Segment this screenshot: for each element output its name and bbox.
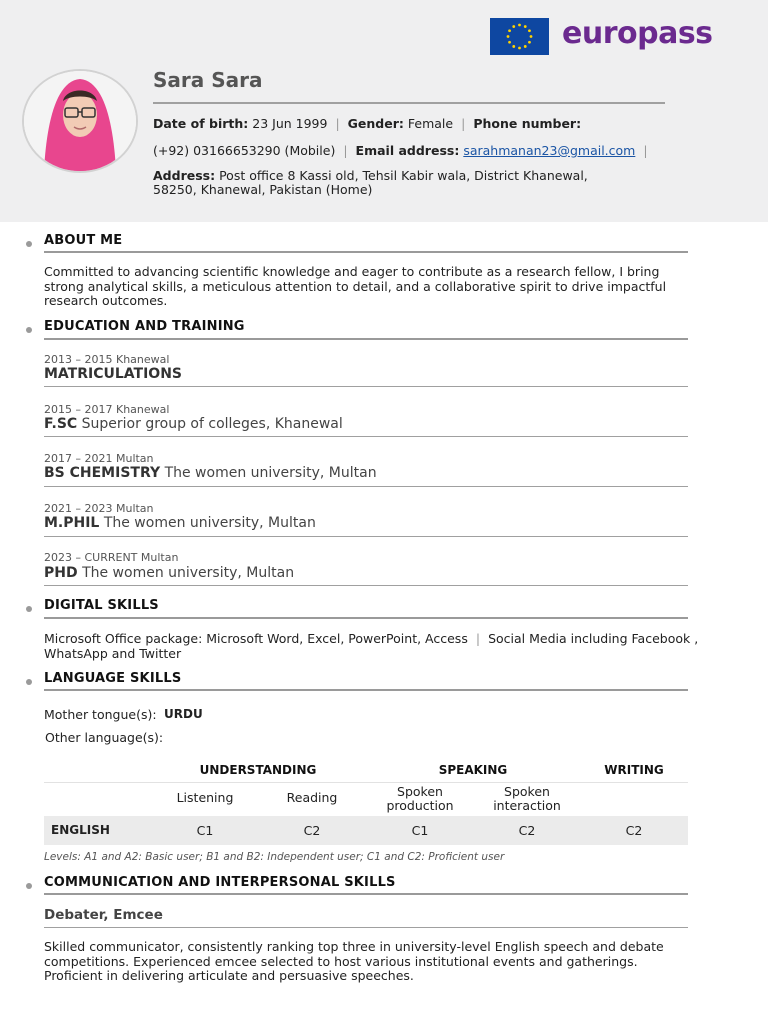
- education-title: EDUCATION AND TRAINING: [44, 319, 245, 334]
- separator: |: [335, 116, 340, 131]
- person-name: Sara Sara: [153, 68, 263, 92]
- language-title: LANGUAGE SKILLS: [44, 671, 182, 686]
- edu-entry: [44, 366, 182, 382]
- address-value: Post office 8 Kassi old, Tehsil Kabir wala, District Khanewal, 58250, Khanewal, Pakistan (Home): [153, 168, 588, 197]
- section-divider: [44, 251, 688, 253]
- gender-value: Female: [407, 116, 454, 131]
- edu-institution: Superior group of colleges, Khanewal: [81, 416, 343, 432]
- communication-subtitle: Debater, Emcee: [44, 907, 163, 923]
- header-speaking: SPEAKING: [438, 763, 508, 777]
- subheader-listening: Listening: [176, 790, 234, 805]
- address-label: Address:: [153, 168, 216, 183]
- section-divider: [44, 338, 688, 340]
- edu-date: 2023 – CURRENT Multan: [44, 551, 179, 564]
- profile-photo: [22, 69, 138, 173]
- entry-divider: [44, 585, 688, 586]
- other-languages-label: Other language(s):: [45, 730, 164, 745]
- digital-title: DIGITAL SKILLS: [44, 598, 159, 613]
- subheader-spoken-production-1: Spoken: [397, 784, 443, 799]
- communication-text: Skilled communicator, consistently ranking top three in university-level English speech and debate competitions. Experienced emcee selected to host various institutional events and gatherings. Proficient in delivering articulate and persuasive speeches.: [44, 939, 664, 983]
- subheader-spoken-interaction: [477, 785, 577, 813]
- separator: |: [343, 143, 348, 158]
- edu-degree: F.SC: [44, 416, 78, 432]
- edu-degree: MATRICULATIONS: [44, 366, 182, 382]
- section-bullet: [26, 327, 32, 333]
- subheader-spoken-interaction-2: interaction: [493, 798, 561, 813]
- phone-value: (+92) 03166653290 (Mobile): [153, 143, 336, 158]
- level-reading: C2: [303, 823, 321, 838]
- entry-divider: [44, 436, 688, 437]
- subheader-spoken-production-2: production: [386, 798, 454, 813]
- edu-entry: [44, 416, 343, 432]
- table-divider: [44, 782, 688, 783]
- level-listening: C1: [196, 823, 214, 838]
- section-bullet: [26, 679, 32, 685]
- mother-tongue-label: Mother tongue(s):: [44, 707, 157, 722]
- digital-skill-item: [44, 631, 698, 646]
- dob-value: 23 Jun 1999: [252, 116, 328, 131]
- personal-info-line-2: [153, 143, 656, 158]
- section-divider: [44, 893, 688, 895]
- language-name: ENGLISH: [51, 823, 110, 837]
- edu-degree: BS CHEMISTRY: [44, 465, 161, 481]
- address: [153, 169, 633, 197]
- edu-date: 2015 – 2017 Khanewal: [44, 403, 170, 416]
- digital-skill-2-cont: WhatsApp and Twitter: [44, 646, 182, 661]
- levels-note: Levels: A1 and A2: Basic user; B1 and B2: Independent user; C1 and C2: Proficient user: [44, 851, 505, 863]
- level-spoken-production: C1: [411, 823, 429, 838]
- section-divider: [44, 617, 688, 619]
- edu-entry: [44, 465, 377, 481]
- name-divider: [153, 102, 665, 104]
- entry-divider: [44, 927, 688, 928]
- europass-logo: europass: [562, 16, 713, 51]
- separator: |: [475, 631, 481, 646]
- subheader-spoken-production: [370, 785, 470, 813]
- about-text: Committed to advancing scientific knowledge and eager to contribute as a research fellow, I bring strong analytical skills, a meticulous attention to detail, and a collaborative spirit to drive impactful research outcomes.: [44, 264, 667, 308]
- personal-info-line-1: [153, 116, 581, 131]
- header-understanding: UNDERSTANDING: [199, 763, 317, 777]
- edu-date: 2017 – 2021 Multan: [44, 452, 154, 465]
- dob-label: Date of birth:: [153, 116, 249, 131]
- phone-label: Phone number:: [473, 116, 582, 131]
- separator: |: [643, 143, 648, 158]
- edu-date: 2021 – 2023 Multan: [44, 502, 154, 515]
- about-title: ABOUT ME: [44, 233, 123, 248]
- edu-institution: The women university, Multan: [164, 465, 377, 481]
- edu-degree: PHD: [44, 565, 78, 581]
- edu-degree: M.PHIL: [44, 515, 100, 531]
- mother-tongue-value: URDU: [164, 707, 203, 721]
- header-writing: WRITING: [604, 763, 664, 777]
- edu-entry: [44, 565, 294, 581]
- level-writing: C2: [625, 823, 643, 838]
- edu-institution: The women university, Multan: [82, 565, 295, 581]
- section-bullet: [26, 241, 32, 247]
- email-link[interactable]: sarahmanan23@gmail.com: [463, 143, 636, 158]
- subheader-reading: Reading: [286, 790, 338, 805]
- entry-divider: [44, 536, 688, 537]
- edu-entry: [44, 515, 316, 531]
- eu-flag-icon: [490, 18, 549, 55]
- entry-divider: [44, 386, 688, 387]
- separator: |: [461, 116, 466, 131]
- section-bullet: [26, 606, 32, 612]
- entry-divider: [44, 486, 688, 487]
- edu-institution: The women university, Multan: [103, 515, 316, 531]
- section-bullet: [26, 883, 32, 889]
- digital-skill-1: Microsoft Office package: Microsoft Word, Excel, PowerPoint, Access: [44, 631, 468, 646]
- subheader-spoken-interaction-1: Spoken: [504, 784, 550, 799]
- communication-title: COMMUNICATION AND INTERPERSONAL SKILLS: [44, 875, 396, 890]
- edu-date: 2013 – 2015 Khanewal: [44, 353, 170, 366]
- email-label: Email address:: [355, 143, 460, 158]
- gender-label: Gender:: [347, 116, 404, 131]
- level-spoken-interaction: C2: [518, 823, 536, 838]
- digital-skill-2: Social Media including Facebook ,: [488, 631, 699, 646]
- section-divider: [44, 689, 688, 691]
